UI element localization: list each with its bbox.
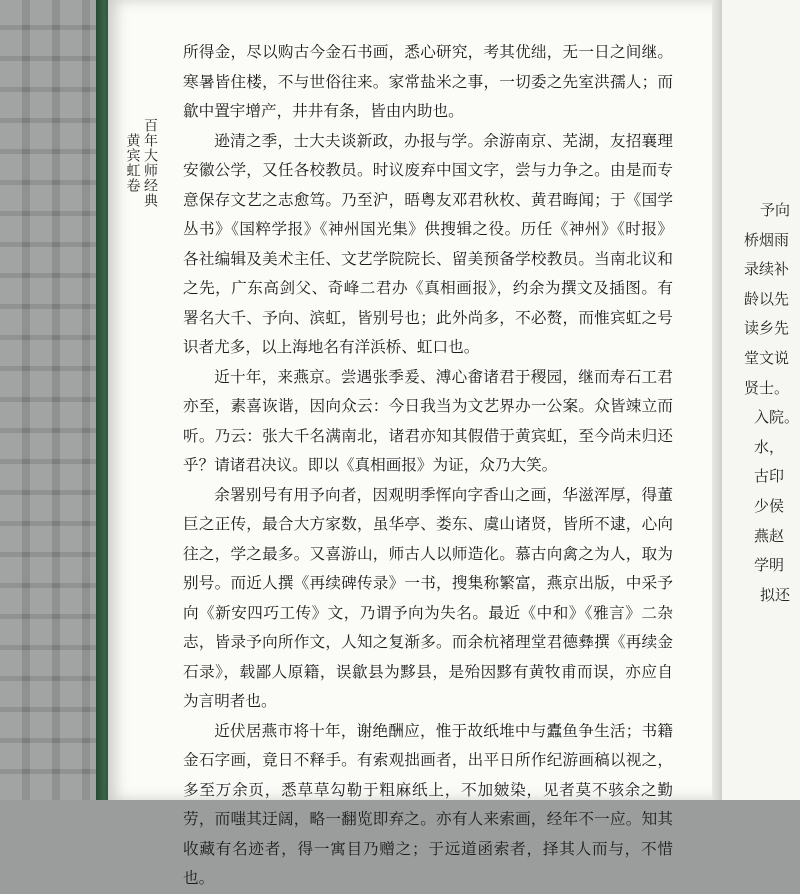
right-line: 予向 <box>760 201 791 219</box>
right-line: 入院。 <box>754 408 800 427</box>
right-line: 堂文说 <box>744 348 790 367</box>
right-line: 古印 <box>754 467 785 486</box>
main-text <box>183 38 673 894</box>
right-line: 拟还 <box>760 585 791 604</box>
right-page-text <box>744 196 800 610</box>
right-line: 燕赵 <box>754 526 785 545</box>
right-line: 龄以先 <box>744 289 790 308</box>
page-gutter <box>712 0 722 800</box>
right-line: 少侯 <box>754 496 785 515</box>
paragraph: 近十年，来燕京。尝遇张季爰、溥心畬诸君于稷园，继而寿石工君亦至，素喜诙谐，因向众云：今日我当为文艺界办一公案。众皆竦立而听。乃云：张大千名满南北，诸君亦知其假借于黄宾虹，至今尚未归还乎？请诸君决议。即以《真相画报》为证，众乃大笑。 <box>183 367 673 474</box>
running-header <box>124 118 158 208</box>
right-line: 读乡先 <box>744 319 790 338</box>
right-line: 桥烟雨 <box>744 230 790 249</box>
paragraph: 余署别号有用予向者，因观明季恽向字香山之画，华滋浑厚，得董巨之正传，最合大方家数，虽华亭、娄东、虞山诸贤，皆所不逮，心向往之，学之最多。又喜游山，师古人以师造化。慕古向禽之为人，取为别号。而近人撰《再续碑传录》一书，搜集称繁富，燕京出版，中采予向《新安四巧工传》文，乃谓予向为失名。最近《中和》《雅言》二杂志，皆录予向所作文，人知之复渐多。而余杭褚理堂君德彝撰《再续金石录》，载鄙人原籍，误歙县为黟县，是殆因黟有黄牧甫而误，亦应自为言明者也。 <box>183 485 673 710</box>
right-line: 学明 <box>754 556 785 575</box>
right-line: 水， <box>754 437 785 456</box>
paragraph: 近伏居燕市将十年，谢绝酬应，惟于故纸堆中与蠹鱼争生活；书籍金石字画，竟日不释手。有索观拙画者，出平日所作纪游画稿以视之，多至万余页，悉草草勾勒于粗麻纸上，不加皴染，见者莫不骇余之勤劳，而嗤其迂阔，略一翻览即弃之。亦有人来索画，经年不一应。知其收藏有名迹者，得一寓目乃赠之；于远道函索者，择其人而与，不惜也。 <box>183 721 673 887</box>
series-title: 百年大师经典 <box>142 118 158 208</box>
right-line: 录续补 <box>744 260 790 279</box>
volume-title: 黄宾虹卷 <box>124 133 141 193</box>
right-line: 贤士。 <box>744 378 790 397</box>
paragraph: 逊清之季，士大夫谈新政，办报与学。余游南京、芜湖，友招襄理安徽公学，又任各校教员。时议废弃中国文字，尝与力争之。由是而专意保存文艺之志愈笃。乃至沪，晤粤友邓君秋枚、黄君晦闻；于《国学丛书》《国粹学报》《神州国光集》供搜辑之役。历任《神州》《时报》各社编辑及美术主任、文艺学院院长、留美预备学校教员。当南北议和之先，广东高剑父、奇峰二君办《真相画报》，约余为撰文及插图。有署名大千、予向、滨虹，皆别号也；此外尚多，不必赘，而惟宾虹之号识者尤多，以上海地名有洋浜桥、虹口也。 <box>183 131 673 356</box>
paragraph: 所得金，尽以购古今金石书画，悉心研究，考其优绌，无一日之间继。寒暑皆住楼，不与世俗往来。家常盐米之事，一切委之先室洪孺人；而歙中置宇增产，井井有条，皆由内助也。 <box>183 43 673 120</box>
